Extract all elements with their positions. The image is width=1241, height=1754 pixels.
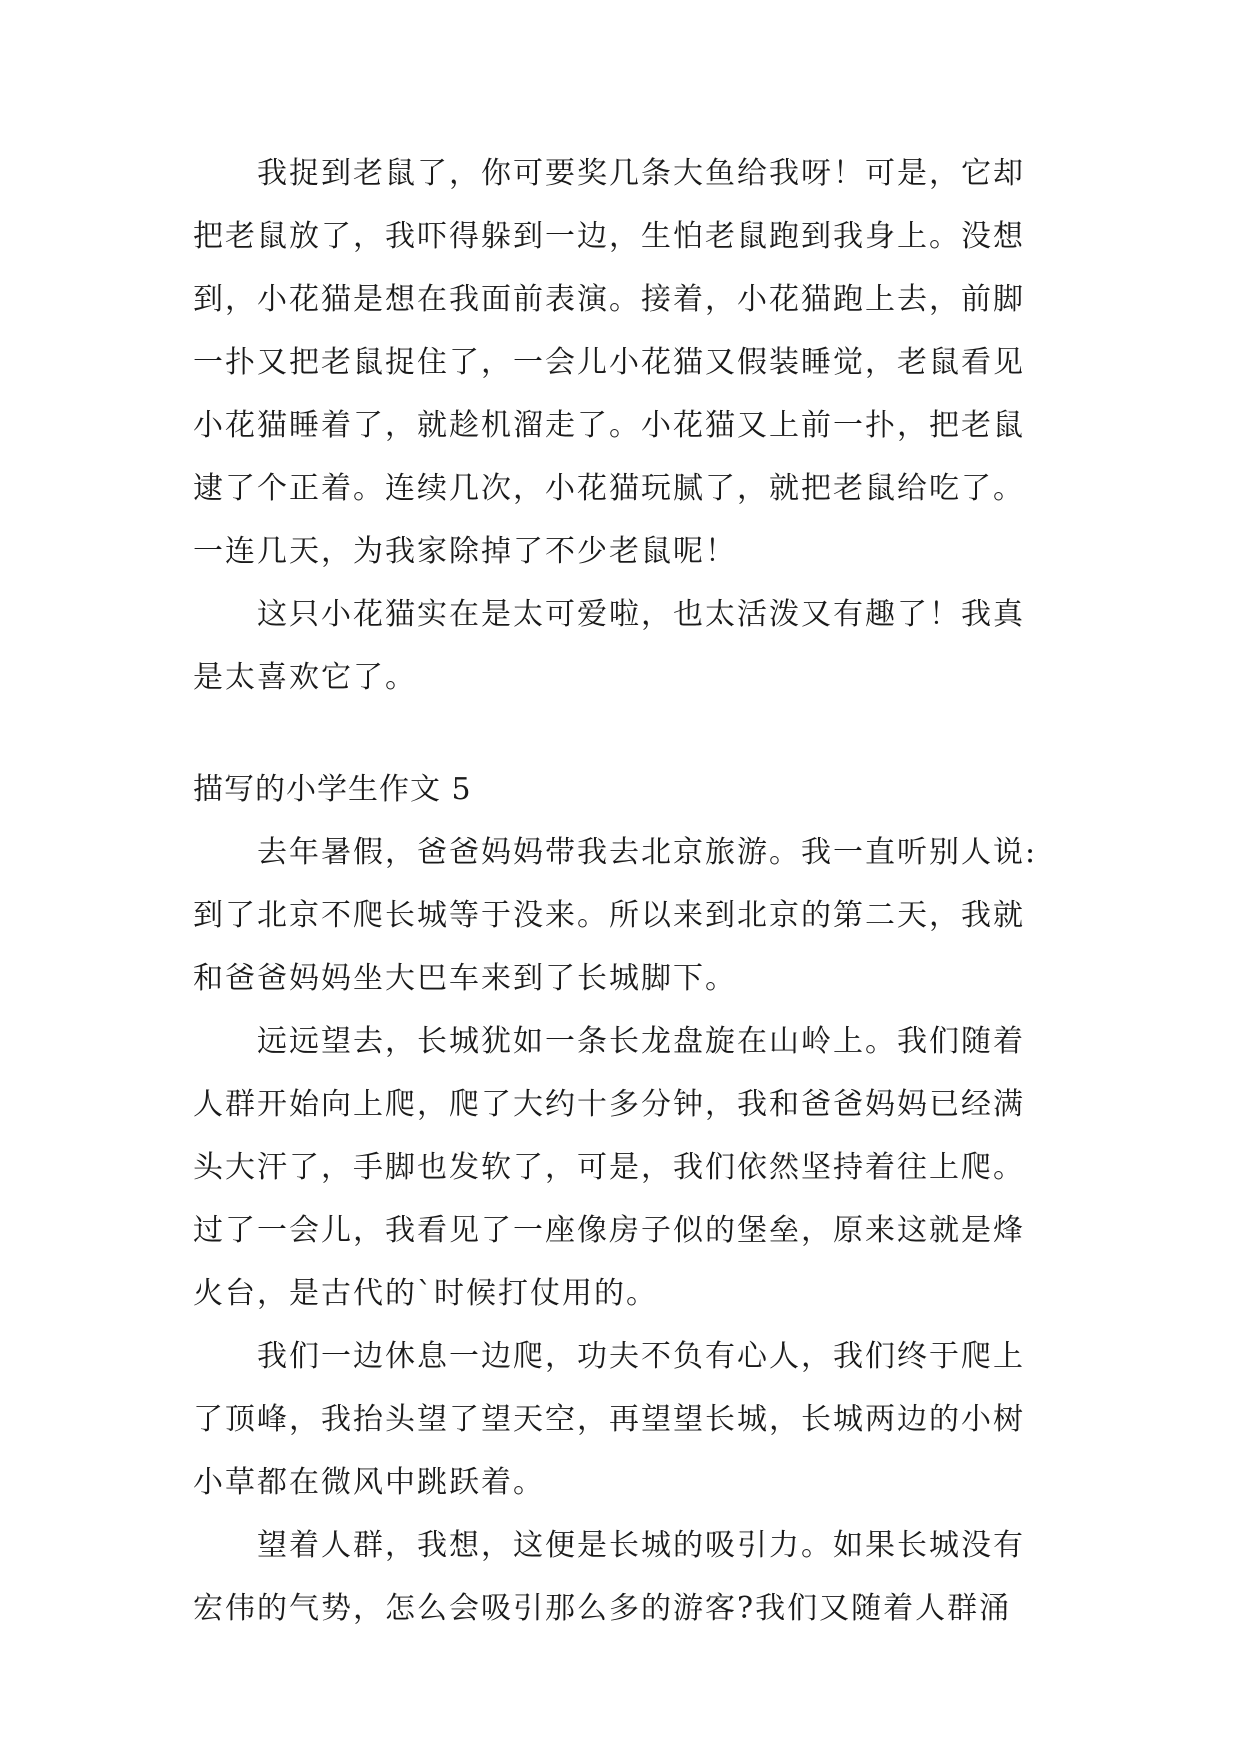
text-line: 小草都在微风中跳跃着。 xyxy=(193,1465,545,1500)
text-line: 是太喜欢它了。 xyxy=(193,660,417,695)
text-line: 这只小花猫实在是太可爱啦，也太活泼又有趣了！我真 xyxy=(257,597,1025,632)
paragraph-trip-intro xyxy=(193,833,1053,999)
text-line: 到了北京不爬长城等于没来。所以来到北京的第二天，我就 xyxy=(193,898,1025,933)
document-body xyxy=(193,154,1053,1652)
paragraph-crowd xyxy=(193,1526,1053,1629)
text-line: 望着人群，我想，这便是长城的吸引力。如果长城没有 xyxy=(257,1528,1025,1563)
text-line: 去年暑假，爸爸妈妈带我去北京旅游。我一直听别人说: xyxy=(257,835,1038,870)
text-line: 我们一边休息一边爬，功夫不负有心人，我们终于爬上 xyxy=(257,1339,1025,1374)
text-line: 把老鼠放了，我吓得躲到一边，生怕老鼠跑到我身上。没想 xyxy=(193,219,1025,254)
text-line: 一连几天，为我家除掉了不少老鼠呢！ xyxy=(193,534,737,569)
text-line: 逮了个正着。连续几次，小花猫玩腻了，就把老鼠给吃了。 xyxy=(193,471,1025,506)
text-line: 了顶峰，我抬头望了望天空，再望望长城，长城两边的小树 xyxy=(193,1402,1025,1437)
text-line: 小花猫睡着了，就趁机溜走了。小花猫又上前一扑，把老鼠 xyxy=(193,408,1025,443)
text-line: 头大汗了，手脚也发软了，可是，我们依然坚持着往上爬。 xyxy=(193,1150,1025,1185)
text-line: 到，小花猫是想在我面前表演。接着，小花猫跑上去，前脚 xyxy=(193,282,1025,317)
text-line: 一扑又把老鼠捉住了，一会儿小花猫又假装睡觉，老鼠看见 xyxy=(193,345,1025,380)
text-line: 我捉到老鼠了，你可要奖几条大鱼给我呀！可是，它却 xyxy=(257,156,1025,191)
text-line: 宏伟的气势，怎么会吸引那么多的游客?我们又随着人群涌 xyxy=(193,1591,1012,1626)
text-line: 人群开始向上爬，爬了大约十多分钟，我和爸爸妈妈已经满 xyxy=(193,1087,1025,1122)
paragraph-cat-story-end xyxy=(193,154,1053,572)
text-line: 远远望去，长城犹如一条长龙盘旋在山岭上。我们随着 xyxy=(257,1024,1025,1059)
paragraph-cat-conclusion xyxy=(193,595,1053,698)
section-spacer xyxy=(193,721,1053,770)
text-line: 过了一会儿，我看见了一座像房子似的堡垒，原来这就是烽 xyxy=(193,1213,1025,1248)
paragraph-great-wall-view xyxy=(193,1022,1053,1314)
text-line: 和爸爸妈妈坐大巴车来到了长城脚下。 xyxy=(193,961,737,996)
paragraph-summit xyxy=(193,1337,1053,1503)
text-line: 火台，是古代的`时候打仗用的。 xyxy=(193,1276,658,1311)
section-title: 描写的小学生作文 5 xyxy=(193,772,472,807)
